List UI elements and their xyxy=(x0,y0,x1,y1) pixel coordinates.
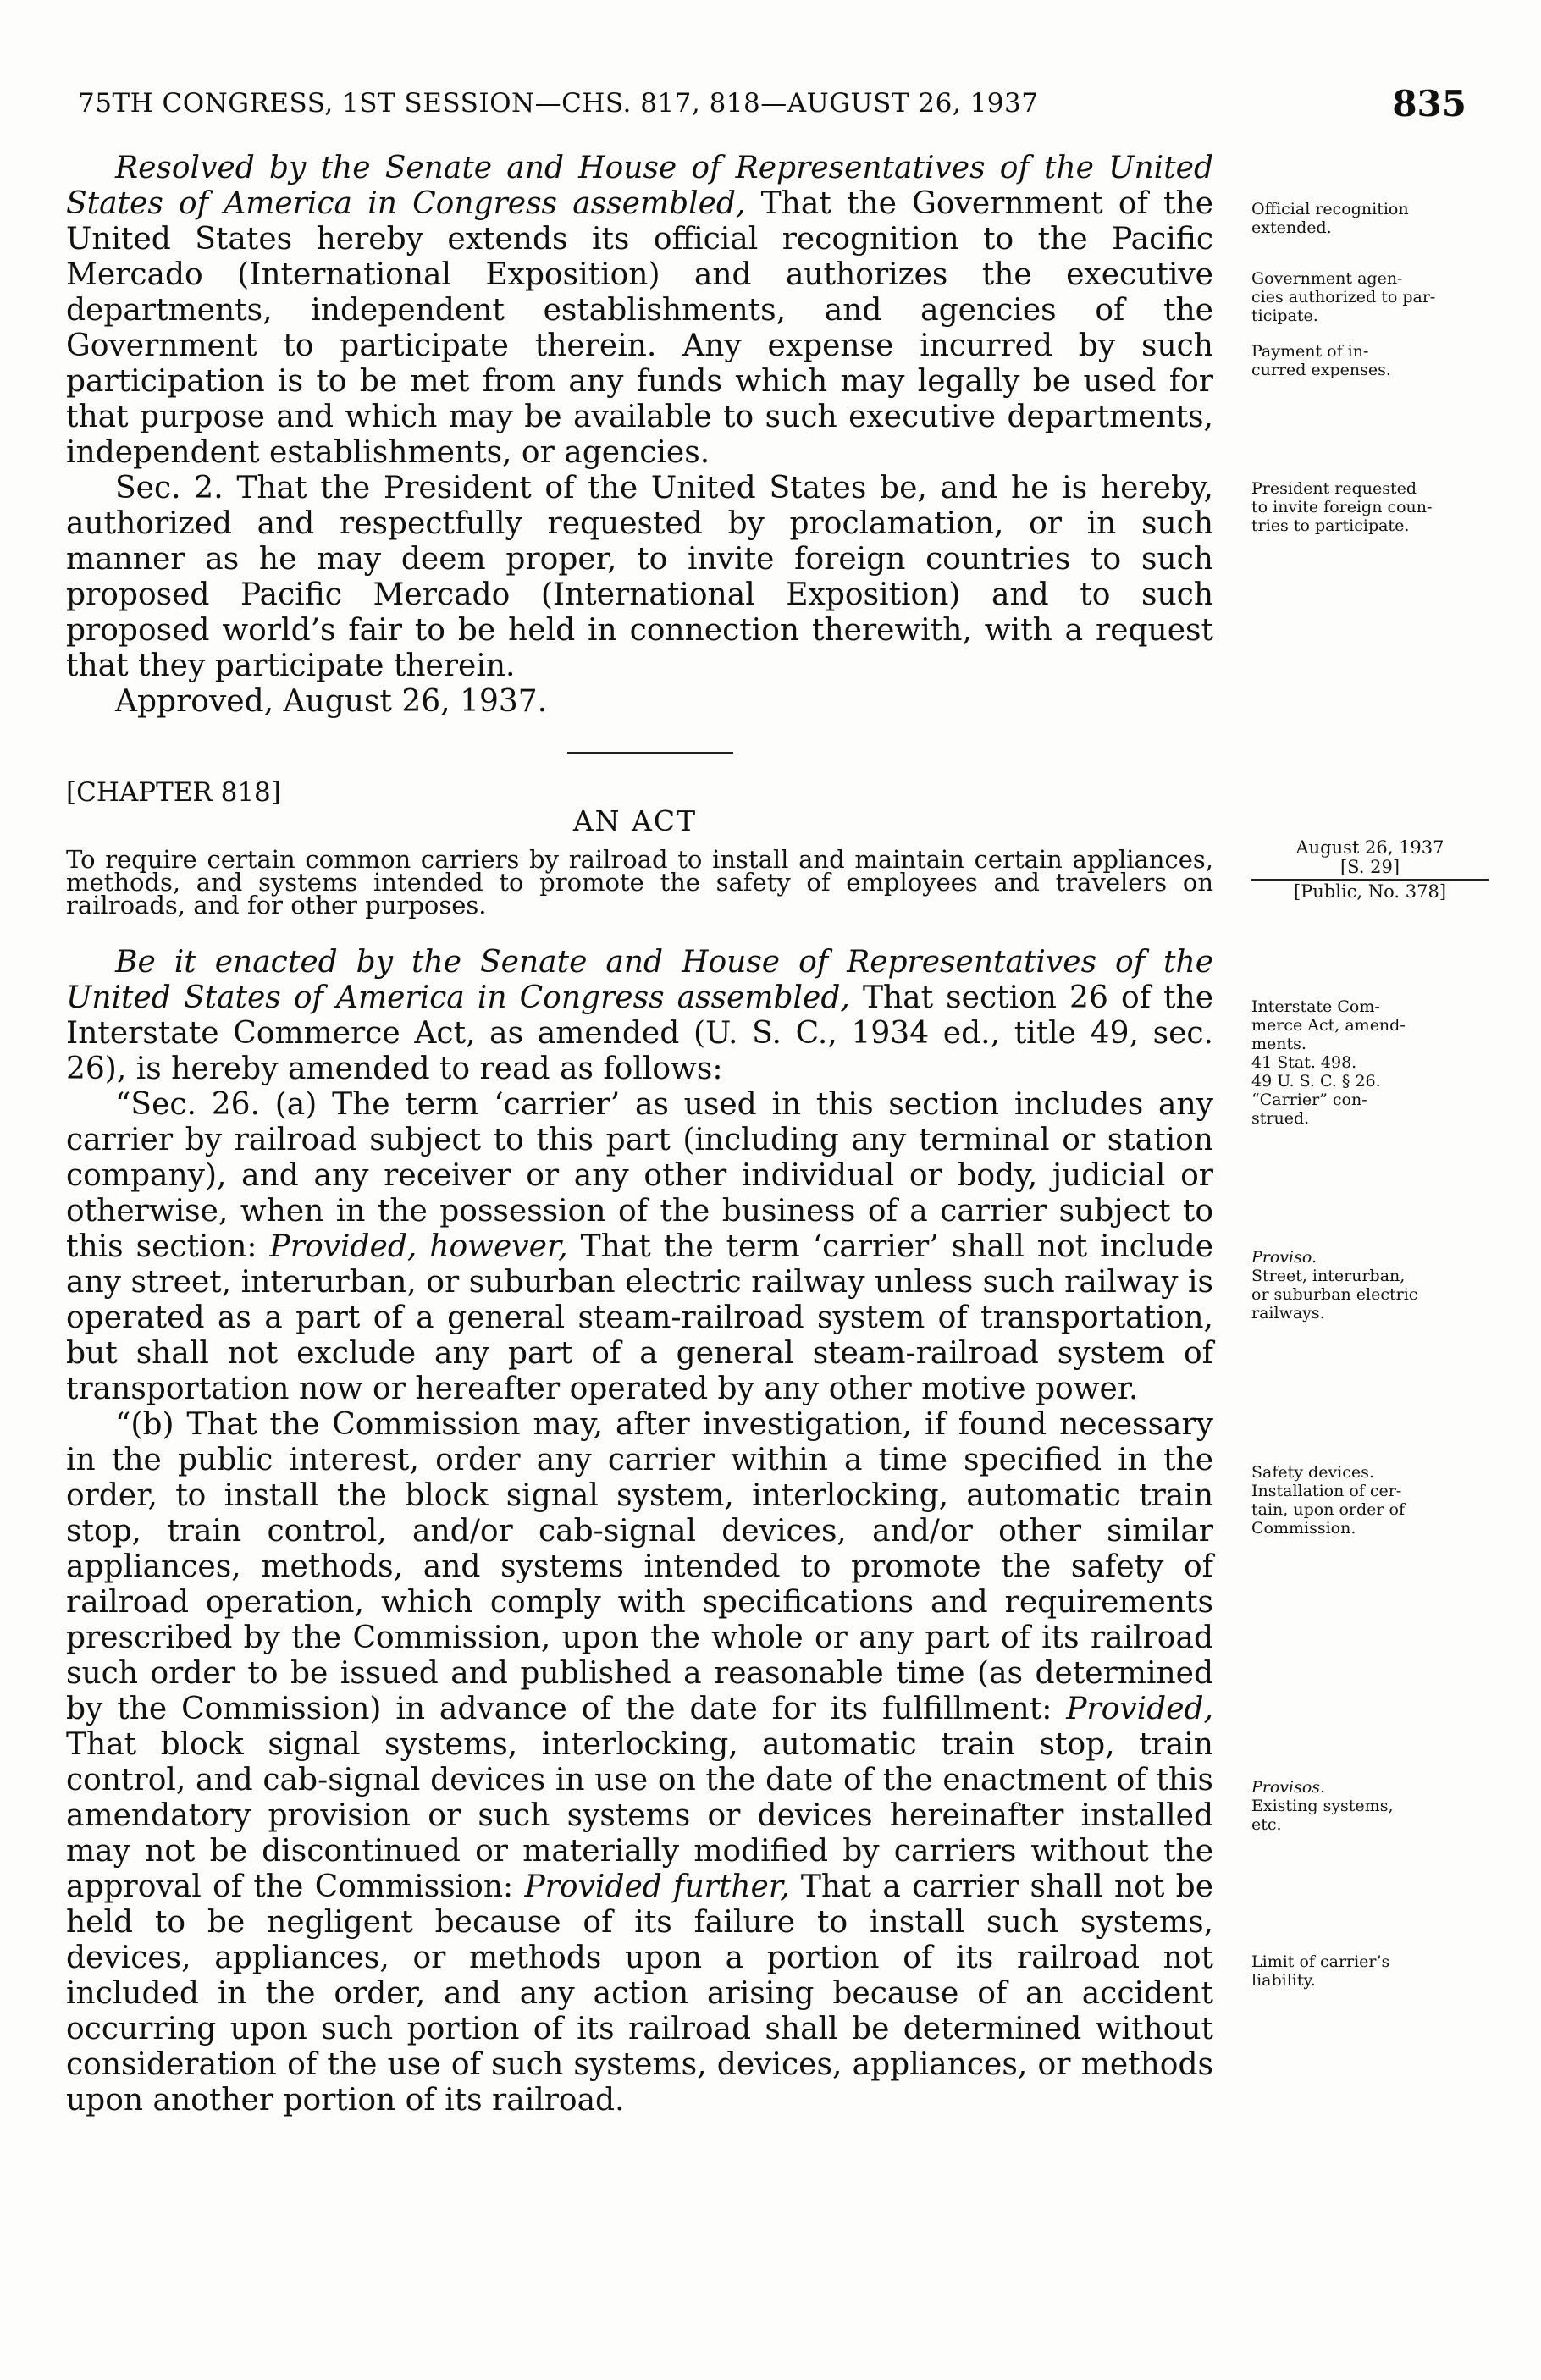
ch817-body xyxy=(66,151,1213,720)
ch817-section-2 xyxy=(66,471,1213,684)
chapter-label: [CHAPTER 818] xyxy=(66,777,281,808)
proviso-provided-further: Provided further, xyxy=(524,1869,790,1904)
section-26-b: “(b) That the Commission may, after investigation, if found necessary in the public interest, order any carrier within a time specified in the order, to install the block signal system, interlocking, automatic train stop, train control, and/or cab-signal devices, and/or other similar appliances, methods, and systems intended to promote the safety of railroad operation, which comply with specifications and requirements prescribed by the Commission, upon the whole or any part of its railroad such order to be issued and published a reasonable time (as determined by the Commission) in advance of the date for its fulfillment: Provided, That block signal systems, interlocking, automatic train stop, train control, and cab-signal devices in use on the date of the enactment of this amendatory provision or such systems or devices hereinafter installed may not be discontinued or materially modified by carriers without the approval of the Commission: Provided further, That a carrier shall not be held to be negligent because of its failure to install such systems, devices, appliances, or methods upon a portion of its railroad not included in the order, and any action arising because of an accident occurring upon such portion of its railroad shall be determined without consideration of the use of such systems, devices, appliances, or methods upon another portion of its railroad. xyxy=(66,1407,1214,2118)
page-number: 835 xyxy=(1392,83,1466,124)
sec2-text: That the President of the United States be, and he is hereby, authorized and respectfully requested by proclamation, or in such manner as he may deem proper, to invite foreign countries to such proposed Pacific Mercado (International Exposition) and to such proposed world’s fair to be held in connection therewith, with a request that they participate therein. xyxy=(66,471,1213,683)
act-purpose: To require certain common carriers by railroad to install and maintain certain appliances, methods, and systems intended to promote the safety of employees and travelers on railroads, and for other purposes. xyxy=(66,845,1213,919)
margin-note-proviso-street: Proviso. Street, interurban, or suburban electric railways. xyxy=(1251,1248,1418,1323)
margin-note-limit-liability: Limit of carrier’s liability. xyxy=(1251,1952,1390,1990)
enacting-text: That section 26 of the Interstate Commerce Act, as amended (U. S. C., 1934 ed., title 49, sec. 26), is hereby amended to read as follows: xyxy=(66,980,1213,1086)
ch818-body xyxy=(66,945,1213,2118)
margin-note-safety-devices: Safety devices. Installation of cer- tain, upon order of Commission. xyxy=(1251,1463,1405,1538)
running-head-text: 75TH CONGRESS, 1ST SESSION—CHS. 817, 818—AUGUST 26, 1937 xyxy=(78,88,1039,119)
enacting-paragraph xyxy=(66,945,1213,1087)
act-date-block xyxy=(1251,838,1489,902)
proviso-provided: Provided, xyxy=(1066,1692,1213,1726)
margin-note-interstate-commerce: Interstate Com- merce Act, amend- ments. 41 Stat. 498. 49 U. S. C. § 26. “Carrier” con- strued. xyxy=(1251,997,1406,1128)
section-26-a: “Sec. 26. (a) The term ‘carrier’ as used in this section includes any carrier by railroad subject to this part (including any terminal or station company), and any receiver or any other individual or body, judicial or otherwise, when in the possession of the business of a carrier subject to this section: Provided, however, That the term ‘carrier’ shall not include any street, interurban, or suburban electric railway unless such railway is operated as a part of a general steam-railroad system of transportation, but shall not exclude any part of a general steam-railroad system of transportation now or hereafter operated by any other motive power. xyxy=(66,1087,1213,1406)
margin-note-provisos-existing: Provisos. Existing systems, etc. xyxy=(1251,1778,1394,1834)
margin-note-official-recognition: Official recognition extended. xyxy=(1251,200,1409,237)
running-header xyxy=(78,83,1466,125)
bill-number: [S. 29] xyxy=(1339,857,1400,877)
resolving-clause: Resolved by the Senate and House of Representatives of the United States of America in Congress assembled, xyxy=(66,151,1213,221)
margin-note-president-requested: President requested to invite foreign coun- tries to participate. xyxy=(1251,479,1433,535)
sec26-label: “Sec. 26. xyxy=(115,1087,260,1122)
sec1-text: That the Government of the United States hereby extends its official recognition to the Pacific Mercado (International Exposition) and authorizes the executive departments, independent establishments, and agencies of the Government to participate therein. Any expense incurred by such participation is to be met from any funds which may legally be used for that purpose and which may be available to such executive departments, independent establishments, or agencies. xyxy=(66,186,1213,470)
act-title: AN ACT xyxy=(572,804,698,837)
act-date: August 26, 1937 xyxy=(1295,837,1444,858)
section-divider-rule xyxy=(567,752,733,754)
sec2-label: Sec. 2. xyxy=(115,471,224,505)
ch817-section-1 xyxy=(66,151,1213,471)
public-law-number: [Public, No. 378] xyxy=(1251,879,1489,902)
margin-note-payment: Payment of in- curred expenses. xyxy=(1251,342,1391,379)
approval-line: Approved, August 26, 1937. xyxy=(115,684,548,719)
enacting-clause: Be it enacted by the Senate and House of Representatives of the United States of America in Congress assembled, xyxy=(66,945,1213,1015)
margin-note-government-agencies: Government agen- cies authorized to par- ticipate. xyxy=(1251,269,1436,325)
proviso-however: Provided, however, xyxy=(269,1229,568,1264)
